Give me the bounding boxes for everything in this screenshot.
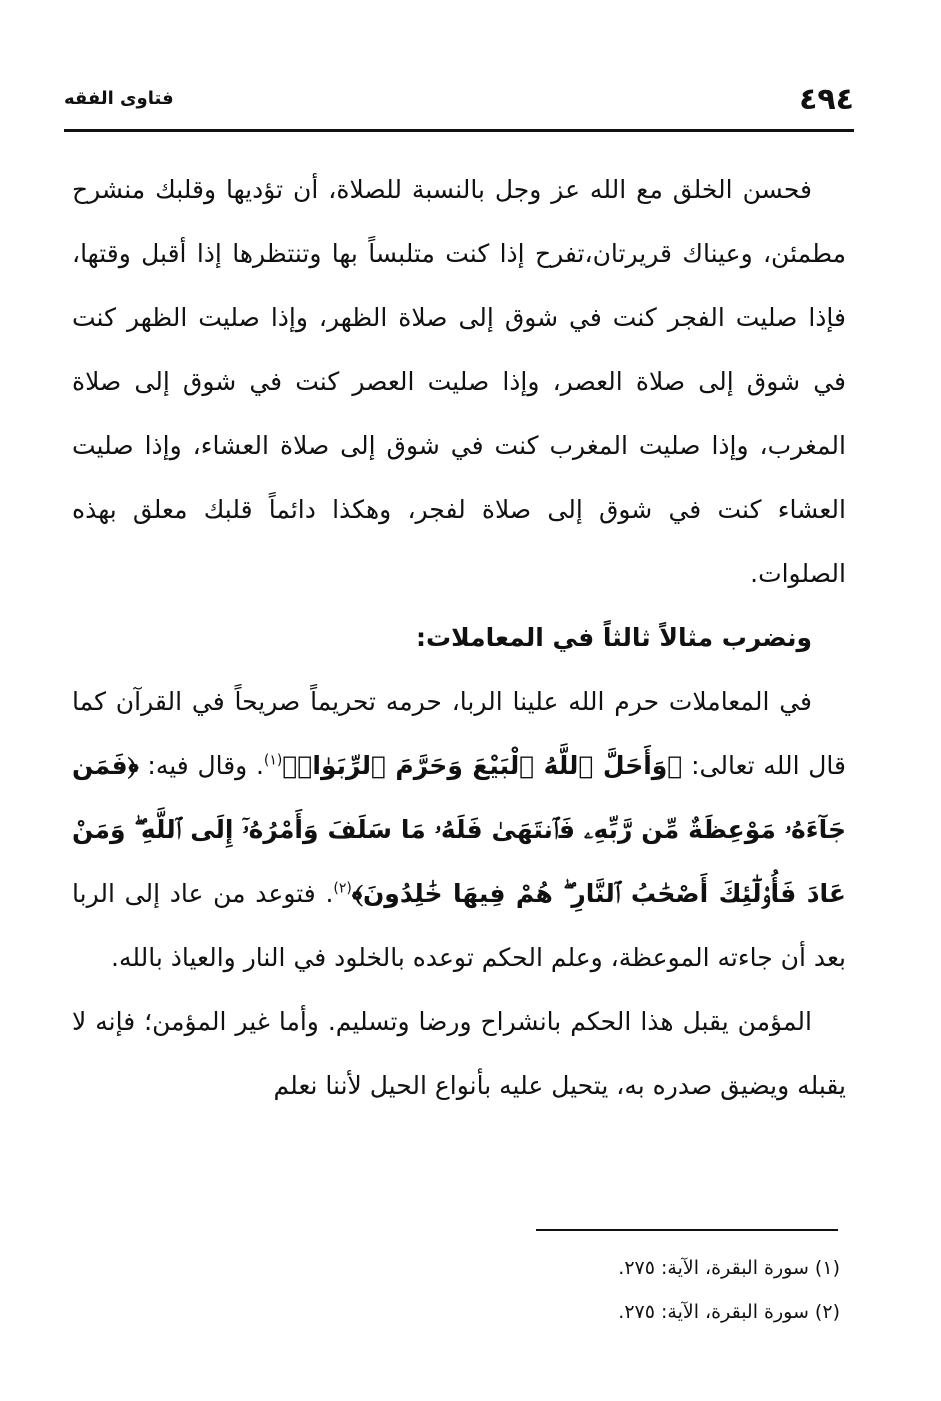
footnote-ref-2: (٢) (333, 880, 352, 897)
section-subheading: ونضرب مثالاً ثالثاً في المعاملات: (416, 623, 812, 652)
paragraph-riba-intro: في المعاملات حرم الله علينا الربا، حرمه تحريماً صريحاً في القرآن كما قال الله تعالى: (72, 687, 846, 780)
footnote-2: (٢) سورة البقرة، الآية: ٢٧٥. (618, 1301, 840, 1323)
footnote-1: (١) سورة البقرة، الآية: ٢٧٥. (618, 1257, 840, 1279)
running-header (64, 80, 854, 124)
paragraph-believer: المؤمن يقبل هذا الحكم بانشراح ورضا وتسليم. وأما غير المؤمن؛ فإنه لا يقبله ويضيق صدره به، يتحيل عليه بأنواع الحيل لأننا نعلم (72, 1007, 846, 1100)
paragraph-riba-end: . فتوعد من عاد إلى الربا بعد أن جاءته الموعظة، وعلم الحكم توعده بالخلود في النار والعياذ بالله. (72, 879, 846, 972)
page-number: ٤٩٤ (799, 82, 854, 117)
book-title: فتاوى الفقه (64, 88, 174, 109)
paragraph-prayer: فحسن الخلق مع الله عز وجل بالنسبة للصلاة، أن تؤديها وقلبك منشرح مطمئن، وعيناك قريرتان،تفرح إذا كنت متلبساً بها وتنتظرها إذا أقبل وقتها، فإذا صليت الفجر كنت في شوق إلى صلاة الظهر، وإذا صليت الظهر كنت في شوق إلى صلاة العصر، وإذا صليت العصر كنت في شوق إلى صلاة المغرب، وإذا صليت المغرب كنت في شوق إلى صلاة العشاء، وإذا صليت العشاء كنت في شوق إلى صلاة لفجر، وهكذا دائماً قلبك معلق بهذه الصلوات. (72, 175, 846, 588)
footnote-rule (536, 1229, 838, 1231)
quran-verse-2: ﴿فَمَن جَآءَهُۥ مَوْعِظَةٌ مِّن رَّبِّهِۦ فَٱنتَهَىٰ فَلَهُۥ مَا سَلَفَ وَأَمْرُهُۥٓ إِلَى ٱللَّهِ ۖ وَمَنْ عَادَ فَأُو۟لَٰٓئِكَ أَصْحَٰبُ ٱلنَّارِ ۖ هُمْ فِيهَا خَٰلِدُونَ﴾ (72, 751, 846, 908)
footnotes (480, 1246, 840, 1334)
paragraph-riba-middle: . وقال فيه: (147, 751, 264, 780)
quran-verse-1: ﴿وَأَحَلَّ ٱللَّهُ ٱلْبَيْعَ وَحَرَّمَ ٱلرِّبَوٰا۟﴾ (282, 751, 683, 780)
header-rule (64, 129, 854, 132)
footnote-ref-1: (١) (263, 752, 283, 769)
paragraph-riba (72, 670, 846, 990)
main-text (72, 158, 846, 1118)
